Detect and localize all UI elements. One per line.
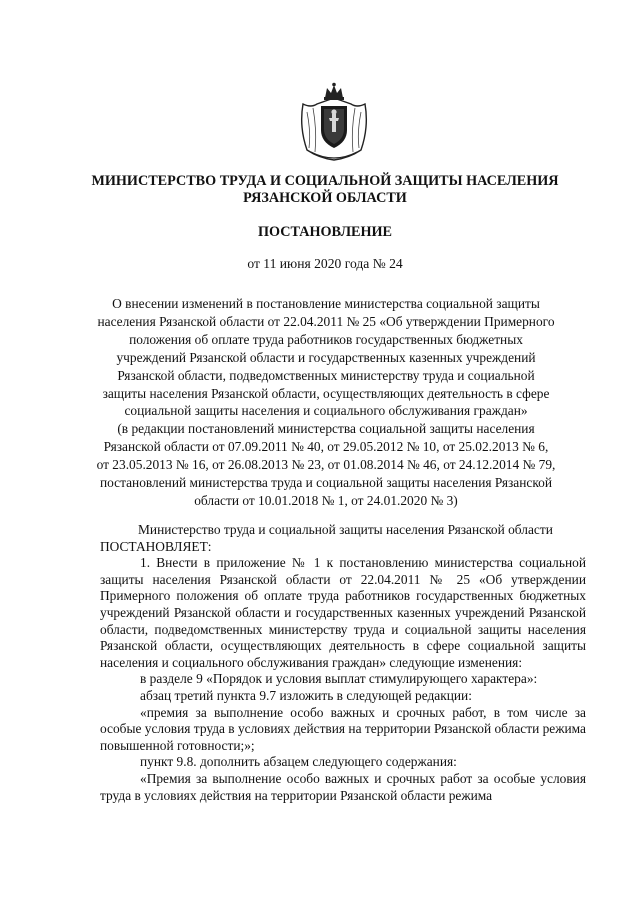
- document-type: ПОСТАНОВЛЕНИЕ: [257, 224, 393, 240]
- ministry-name: [90, 173, 560, 207]
- title-line: (в редакции постановлений министерства социальной защиты населения: [117, 421, 535, 437]
- title-line: от 23.05.2013 № 16, от 26.08.2013 № 23, от 01.08.2014 № 46, от 24.12.2014 № 79,: [96, 457, 556, 473]
- title-line: социальной защиты населения и социального обслуживания граждан»: [124, 403, 528, 419]
- document-title: [96, 295, 556, 510]
- body-paragraph: 1. Внести в приложение № 1 к постановлению министерства социальной защиты населения Рязанской области от 22.04.2011 № 25 «Об утверждении Примерного положения об оплате труда работников государственных бюджетных учреждений Рязанской области и государственных казенных учреждений Рязанской области, подведомственных министерству труда и социальной защиты населения Рязанской области, осуществляющих деятельность в сфере социальной защиты населения и социального обслуживания граждан» следующие изменения:: [100, 555, 586, 670]
- title-line: О внесении изменений в постановление министерства социальной защиты: [112, 296, 540, 311]
- title-line: Рязанской области, подведомственных министерству труда и социальной: [117, 367, 535, 383]
- title-line: населения Рязанской области от 22.04.2011 № 25 «Об утверждении Примерного: [97, 313, 555, 329]
- body-paragraph: пункт 9.8. дополнить абзацем следующего содержания:: [140, 754, 457, 770]
- title-line: учреждений Рязанской области и государственных казенных учреждений: [116, 349, 536, 365]
- body-paragraph: в разделе 9 «Порядок и условия выплат стимулирующего характера»:: [140, 671, 538, 687]
- body-paragraph: Министерство труда и социальной защиты населения Рязанской области: [138, 522, 553, 537]
- title-line: Рязанской области от 07.09.2011 № 40, от 29.05.2012 № 10, от 25.02.2013 № 6,: [103, 439, 549, 455]
- title-line: постановлений министерства труда и социальной защиты населения Рязанской: [99, 475, 553, 491]
- body-paragraph: абзац третий пункта 9.7 изложить в следующей редакции:: [140, 687, 472, 703]
- document-body: [100, 522, 586, 804]
- ministry-line-1: МИНИСТЕРСТВО ТРУДА И СОЦИАЛЬНОЙ ЗАЩИТЫ НАСЕЛЕНИЯ: [91, 173, 559, 189]
- ministry-line-2: РЯЗАНСКОЙ ОБЛАСТИ: [243, 190, 407, 206]
- body-paragraph-resolves: ПОСТАНОВЛЯЕТ:: [100, 538, 212, 554]
- document-date: от 11 июня 2020 года № 24: [247, 256, 403, 271]
- body-paragraph: «Премия за выполнение особо важных и срочных работ за особые условия труда в условиях действия на территории Рязанской области режима: [100, 770, 586, 803]
- title-line: положения об оплате труда работников государственных бюджетных: [129, 331, 523, 347]
- body-paragraph: «премия за выполнение особо важных и срочных работ, в том числе за особые условия труда в условиях действия на территории Рязанской области режима повышенной готовности;»;: [100, 704, 586, 753]
- title-line: защиты населения Рязанской области, осуществляющих деятельность в сфере: [102, 385, 550, 401]
- coat-of-arms-icon: [297, 82, 371, 162]
- title-line: области от 10.01.2018 № 1, от 24.01.2020 № 3): [194, 492, 458, 508]
